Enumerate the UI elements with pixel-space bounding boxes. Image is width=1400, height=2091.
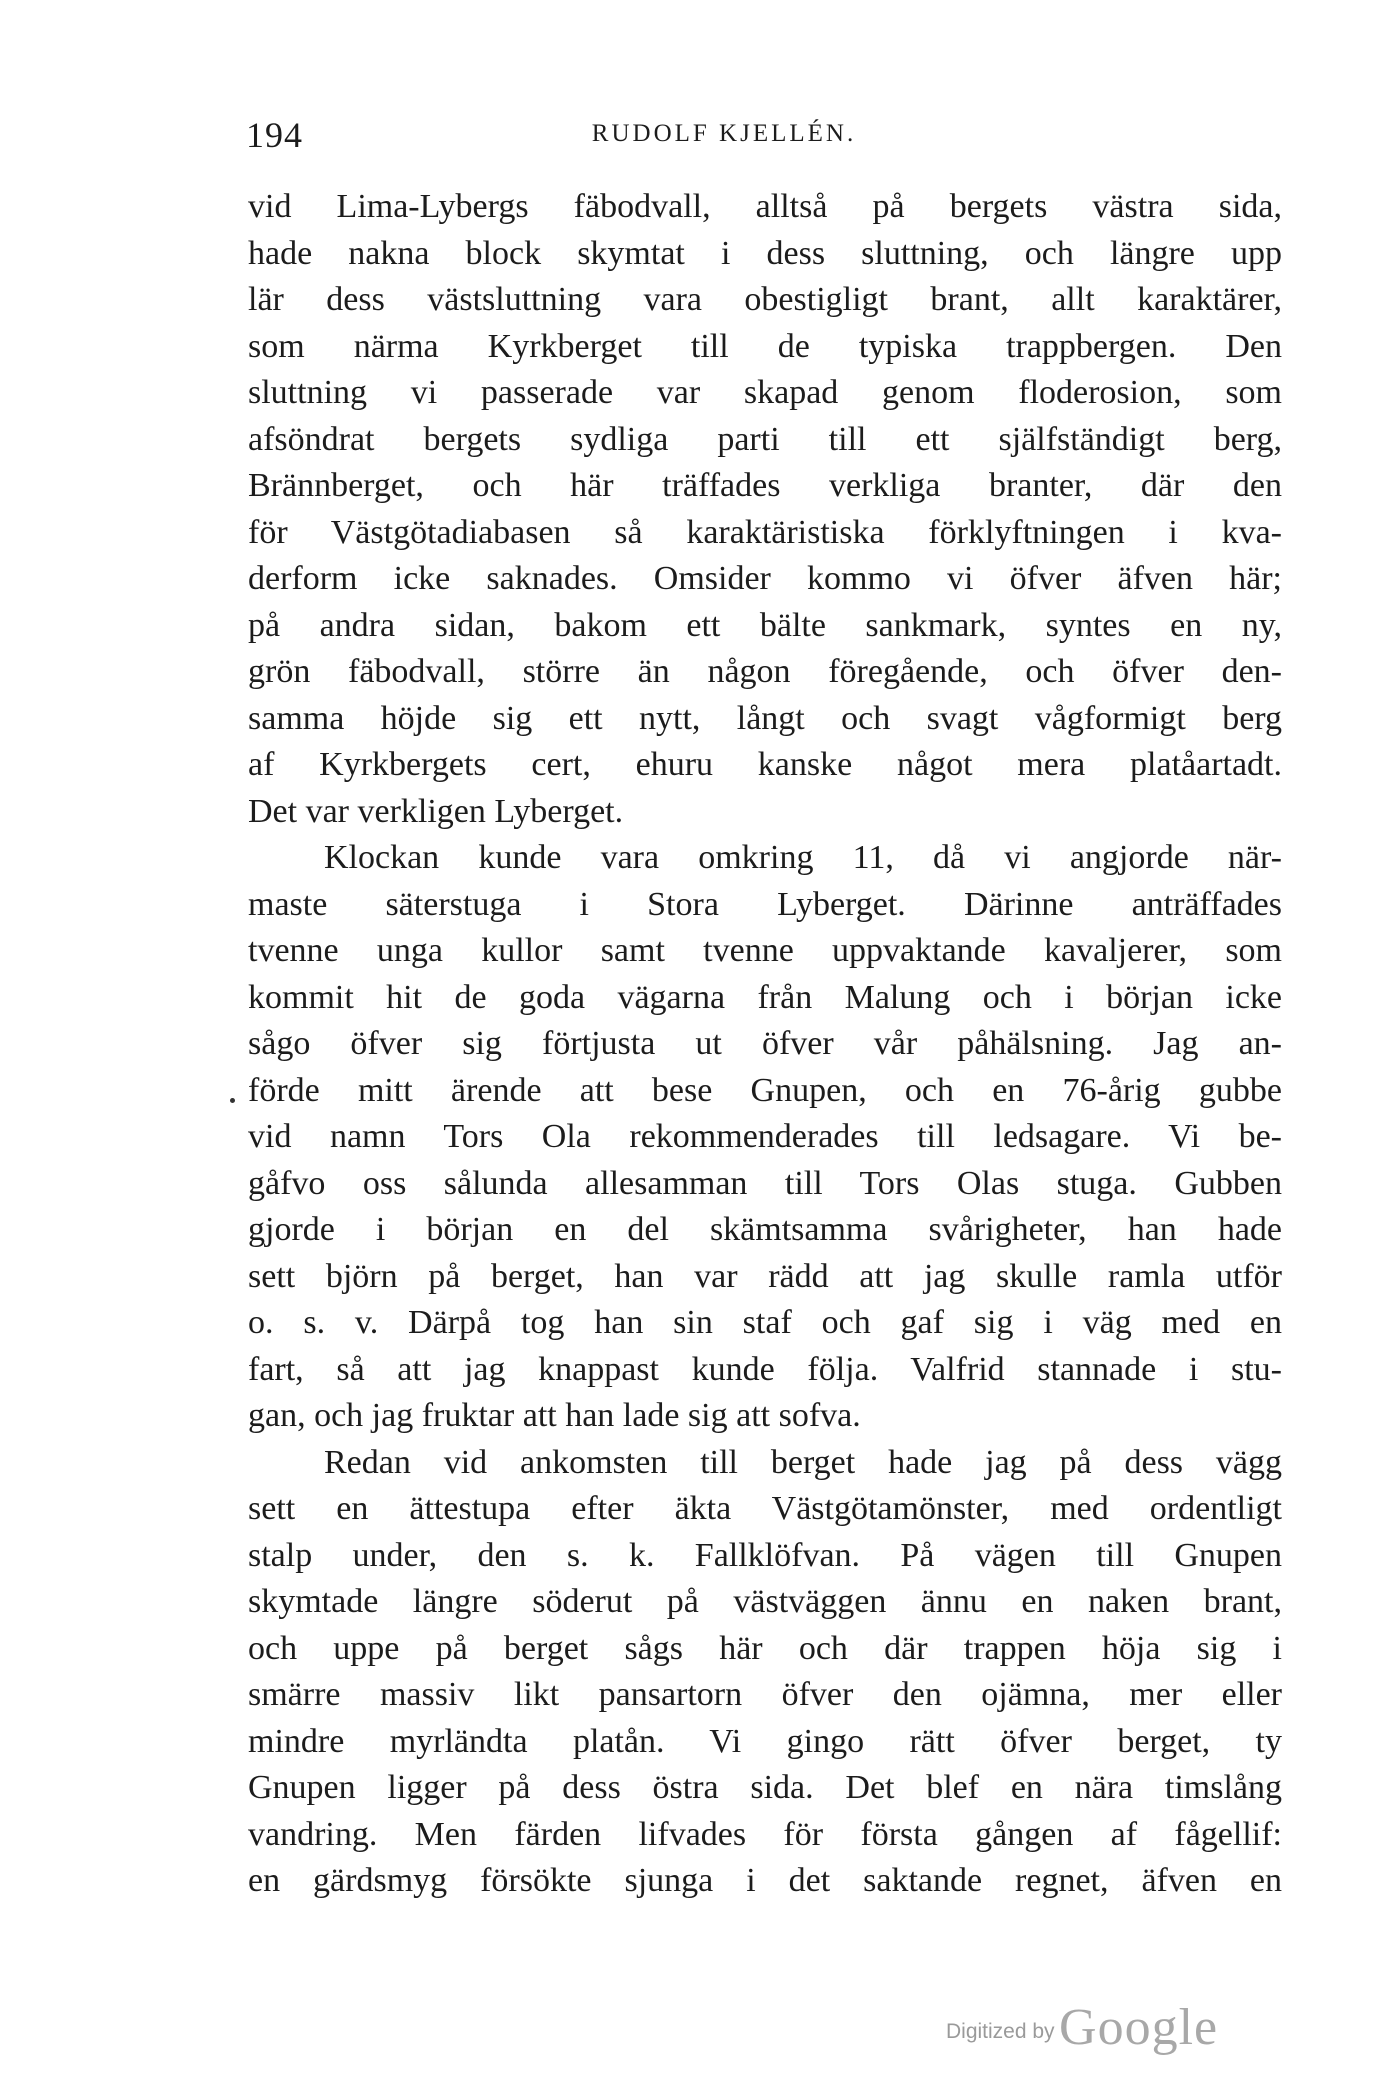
- watermark-prefix: Digitized by: [946, 2020, 1055, 2043]
- text-line: gan, och jag fruktar att han lade sig att sofva.: [248, 1397, 861, 1434]
- text-line: grön fäbodvall, större än någon föregående, och öfver den-: [248, 653, 1282, 690]
- text-line: tvenne unga kullor samt tvenne uppvaktande kavaljerer, som: [248, 932, 1282, 969]
- text-line: mindre myrländta platån. Vi gingo rätt öfver berget, ty: [248, 1722, 1282, 1760]
- text-line: förde mitt ärende att bese Gnupen, och en 76-årig gubbe: [248, 1071, 1282, 1109]
- text-line: smärre massiv likt pansartorn öfver den ojämna, mer eller: [248, 1676, 1282, 1713]
- text-line: en gärdsmyg försökte sjunga i det saktande regnet, äfven en: [248, 1862, 1282, 1899]
- text-line: vandring. Men färden lifvades för första gången af fågellif:: [248, 1815, 1282, 1853]
- body-text: [248, 184, 1282, 1905]
- text-line: samma höjde sig ett nytt, långt och svagt vågformigt berg: [248, 699, 1282, 737]
- text-line: vid namn Tors Ola rekommenderades till ledsagare. Vi be-: [248, 1118, 1282, 1155]
- text-line: Brännberget, och här träffades verkliga branter, där den: [248, 467, 1282, 504]
- text-line: sågo öfver sig förtjusta ut öfver vår påhälsning. Jag an-: [248, 1025, 1282, 1062]
- text-line: sett en ättestupa efter äkta Västgötamönster, med ordentligt: [248, 1490, 1282, 1527]
- running-head: [0, 120, 1400, 148]
- text-line: sett björn på berget, han var rädd att jag skulle ramla utför: [248, 1257, 1282, 1295]
- text-line: för Västgötadiabasen så karaktäristiska förklyftningen i kva-: [248, 513, 1282, 551]
- text-line: gåfvo oss sålunda allesamman till Tors Olas stuga. Gubben: [248, 1164, 1282, 1202]
- text-line: Klockan kunde vara omkring 11, då vi angjorde när-: [324, 839, 1282, 876]
- text-line: och uppe på berget sågs här och där trappen höja sig i: [248, 1629, 1282, 1667]
- text-line: hade nakna block skymtat i dess sluttning, och längre upp: [248, 234, 1282, 272]
- text-line: kommit hit de goda vägarna från Malung och i början icke: [248, 978, 1282, 1016]
- text-line: af Kyrkbergets cert, ehuru kanske något mera platåartadt.: [248, 746, 1282, 783]
- text-line: vid Lima-Lybergs fäbodvall, alltså på bergets västra sida,: [248, 188, 1282, 225]
- text-line: fart, så att jag knappast kunde följa. Valfrid stannade i stu-: [248, 1350, 1282, 1388]
- text-line: Redan vid ankomsten till berget hade jag på dess vägg: [324, 1443, 1282, 1481]
- text-line: sluttning vi passerade var skapad genom floderosion, som: [248, 374, 1282, 411]
- running-head-text: RUDOLF KJELLÉN.: [591, 120, 857, 147]
- text-line: som närma Kyrkberget till de typiska trappbergen. Den: [248, 327, 1282, 365]
- margin-mark: [230, 1098, 235, 1103]
- text-line: lär dess västsluttning vara obestigligt brant, allt karaktärer,: [248, 281, 1282, 318]
- page-number: 194: [246, 115, 303, 155]
- text-line: gjorde i början en del skämtsamma svårigheter, han hade: [248, 1211, 1282, 1248]
- text-line: på andra sidan, bakom ett bälte sankmark, syntes en ny,: [248, 606, 1282, 644]
- digitized-watermark: [946, 1998, 1218, 2057]
- text-line: Gnupen ligger på dess östra sida. Det blef en nära timslång: [248, 1769, 1282, 1806]
- text-line: skymtade längre söderut på västväggen ännu en naken brant,: [248, 1583, 1282, 1620]
- text-line: stalp under, den s. k. Fallklöfvan. På vägen till Gnupen: [248, 1536, 1282, 1574]
- text-line: afsöndrat bergets sydliga parti till ett själfständigt berg,: [248, 420, 1282, 458]
- text-line: derform icke saknades. Omsider kommo vi öfver äfven här;: [248, 560, 1282, 597]
- text-line: o. s. v. Därpå tog han sin staf och gaf sig i väg med en: [248, 1304, 1282, 1341]
- google-logo: Google: [1059, 1999, 1219, 2056]
- text-line: Det var verkligen Lyberget.: [248, 792, 624, 830]
- text-line: maste säterstuga i Stora Lyberget. Därinne anträffades: [248, 885, 1282, 923]
